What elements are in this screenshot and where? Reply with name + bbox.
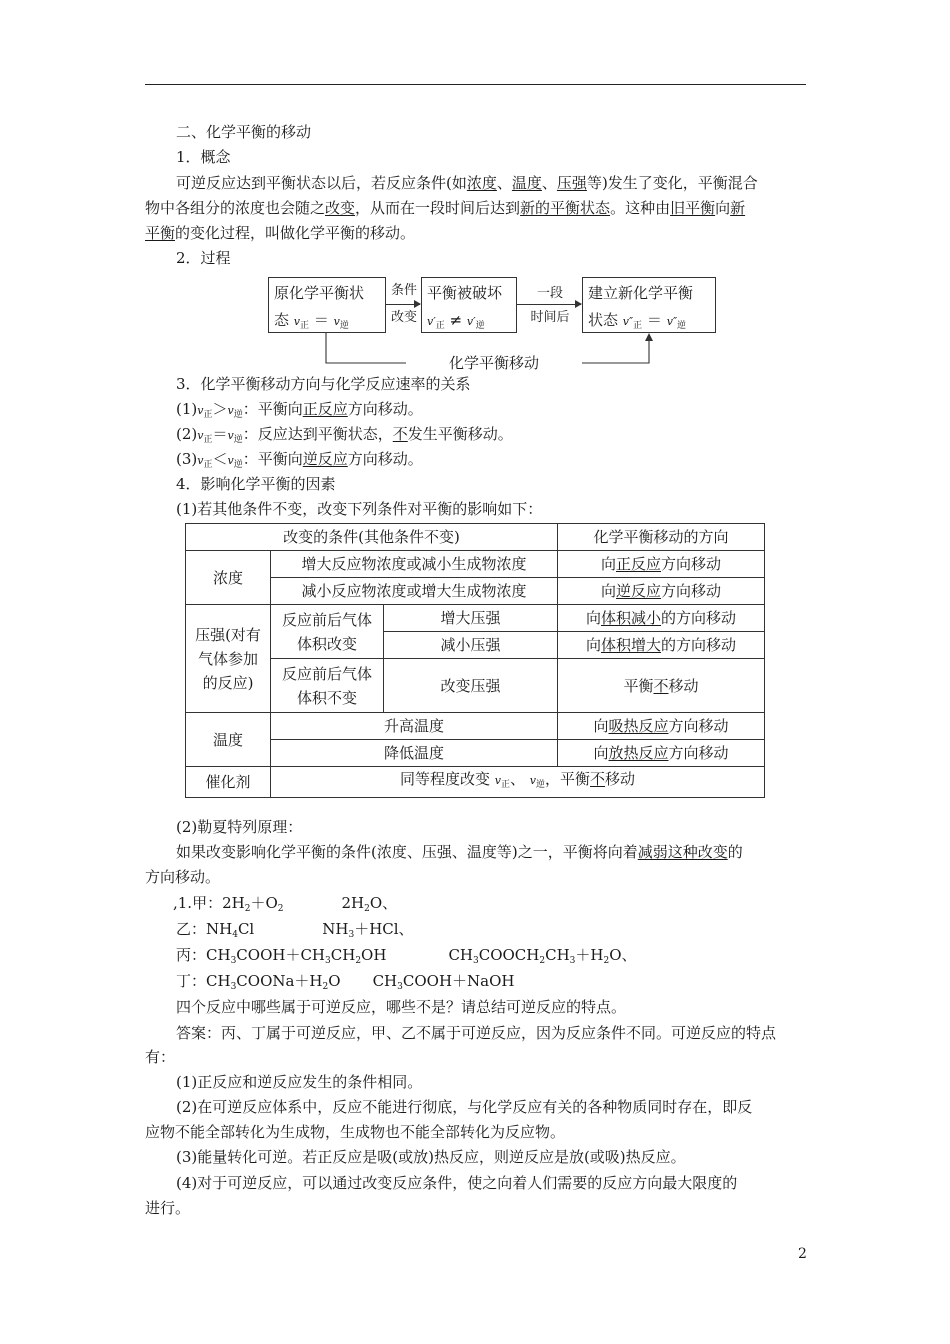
cell-volume-same: 反应前后气体体积不变 (271, 659, 384, 713)
concept-line-2: 物中各组分的浓度也会随之改变，从而在一段时间后达到新的平衡状态。这种由旧平衡向新 (145, 199, 746, 217)
page-number: 2 (798, 1246, 807, 1262)
cell-conc-increase: 增大反应物浓度或减小生成物浓度 (271, 551, 558, 578)
relation-item-2: $(2)v_正=v_逆$：反应达到平衡状态，不发生平衡移动。 (176, 425, 513, 445)
factors-heading: 4．影响化学平衡的因素 (176, 475, 336, 493)
table-header-direction: 化学平衡移动的方向 (558, 524, 765, 551)
arrow1-label-bottom: 改变 (390, 310, 417, 325)
factors-subheading-1: (1)若其他条件不变，改变下列条件对平衡的影响如下： (176, 500, 543, 518)
cell-pressure: 压强(对有气体参加的反应) (186, 605, 271, 713)
original-equilibrium-box: 原化学平衡状 态 $v_正 = v_逆$ (268, 277, 386, 333)
equilibrium-broken-box: 平衡被破坏 $v'_正 \ne v'_逆$ (421, 277, 517, 333)
cell-dir-reverse: 向逆反应方向移动 (558, 578, 765, 605)
reaction-yi: 乙：$NH_4Cl$ $NH_3+HCl$、 (176, 920, 414, 940)
factors-table (185, 523, 765, 798)
table-row (186, 767, 765, 798)
table-header-condition: 改变的条件(其他条件不变) (186, 524, 558, 551)
relation-item-3: $(3)v_正<v_逆$：平衡向逆反应方向移动。 (176, 450, 423, 470)
cell-volume-change: 反应前后气体体积改变 (271, 605, 384, 659)
table-row (186, 713, 765, 740)
table-row (186, 524, 765, 551)
cell-temperature: 温度 (186, 713, 271, 767)
cell-increase-pressure: 增大压强 (384, 605, 558, 632)
factors-subheading-2: (2)勒夏特列原理： (176, 818, 303, 836)
table-row (186, 578, 765, 605)
cell-no-shift: 平衡不移动 (558, 659, 765, 713)
arrow1-label-top: 条件 (390, 283, 417, 298)
table-row (186, 659, 765, 713)
arrow2-label-bottom: 时间后 (530, 310, 570, 325)
reaction-bing: 丙：$CH_3COOH+CH_3CH_2OH$ $CH_3COOCH_2CH_3+H_2O$、 (176, 946, 637, 966)
loop-label: 化学平衡移动 (406, 351, 582, 375)
concept-heading: 1．概念 (176, 148, 231, 166)
relation-item-1: $(1)v_正>v_逆$：平衡向正反应方向移动。 (176, 400, 423, 420)
answer-point-2b: 应物不能全部转化为生成物，生成物也不能全部转化为反应物。 (145, 1123, 566, 1141)
table-row (186, 740, 765, 767)
table-row (186, 605, 765, 632)
process-diagram (266, 275, 718, 375)
arrow2-label-top: 一段 (536, 286, 563, 301)
answer-point-4b: 进行。 (145, 1199, 191, 1217)
table-row (186, 551, 765, 578)
header-rule (145, 84, 806, 85)
reaction-ding: 丁：$CH_3COONa+H_2O$ $CH_3COOH+NaOH$ (176, 972, 515, 992)
cell-dir-exothermic: 向放热反应方向移动 (558, 740, 765, 767)
cell-catalyst-effect: 同等程度改变 $v_正$、 $v_逆$，平衡不移动 (271, 767, 765, 798)
cell-conc-decrease: 减小反应物浓度或增大生成物浓度 (271, 578, 558, 605)
cell-dir-forward: 向正反应方向移动 (558, 551, 765, 578)
principle-line-1: 如果改变影响化学平衡的条件(浓度、压强、温度等)之一，平衡将向着减弱这种改变的 (176, 843, 743, 861)
answer-point-4a: (4)对于可逆反应，可以通过改变反应条件，使之向着人们需要的反应方向最大限度的 (176, 1174, 738, 1192)
answer-line-2: 有： (145, 1048, 176, 1066)
cell-lower-temp: 降低温度 (271, 740, 558, 767)
answer-line-1: 答案：丙、丁属于可逆反应，甲、乙不属于可逆反应，因为反应条件不同。可逆反应的特点 (176, 1024, 777, 1042)
cell-dir-endothermic: 向吸热反应方向移动 (558, 713, 765, 740)
cell-dir-volume-increase: 向体积增大的方向移动 (558, 632, 765, 659)
cell-decrease-pressure: 减小压强 (384, 632, 558, 659)
reaction-jia: ,1.甲：$2H_2+O_2$ $2H_2O$、 (173, 894, 398, 914)
section-title: 二、化学平衡的移动 (176, 123, 312, 141)
question: 四个反应中哪些属于可逆反应，哪些不是？请总结可逆反应的特点。 (176, 998, 627, 1016)
answer-point-2a: (2)在可逆反应体系中，反应不能进行彻底，与化学反应有关的各种物质同时存在，即反 (176, 1098, 753, 1116)
answer-point-3: (3)能量转化可逆。若正反应是吸(或放)热反应，则逆反应是放(或吸)热反应。 (176, 1148, 686, 1166)
cell-dir-volume-decrease: 向体积减小的方向移动 (558, 605, 765, 632)
new-equilibrium-box: 建立新化学平衡 状态 $v''_正 = v''_逆$ (582, 277, 716, 333)
principle-line-2: 方向移动。 (145, 868, 221, 886)
cell-catalyst: 催化剂 (186, 767, 271, 798)
cell-change-pressure: 改变压强 (384, 659, 558, 713)
answer-point-1: (1)正反应和逆反应发生的条件相同。 (176, 1073, 423, 1091)
concept-line-1: 可逆反应达到平衡状态以后，若反应条件(如浓度、温度、压强等)发生了变化，平衡混合 (176, 174, 758, 192)
concept-line-3: 平衡的变化过程，叫做化学平衡的移动。 (145, 224, 416, 242)
cell-raise-temp: 升高温度 (271, 713, 558, 740)
process-heading: 2．过程 (176, 249, 231, 267)
relation-heading: 3．化学平衡移动方向与化学反应速率的关系 (176, 375, 471, 393)
cell-concentration: 浓度 (186, 551, 271, 605)
